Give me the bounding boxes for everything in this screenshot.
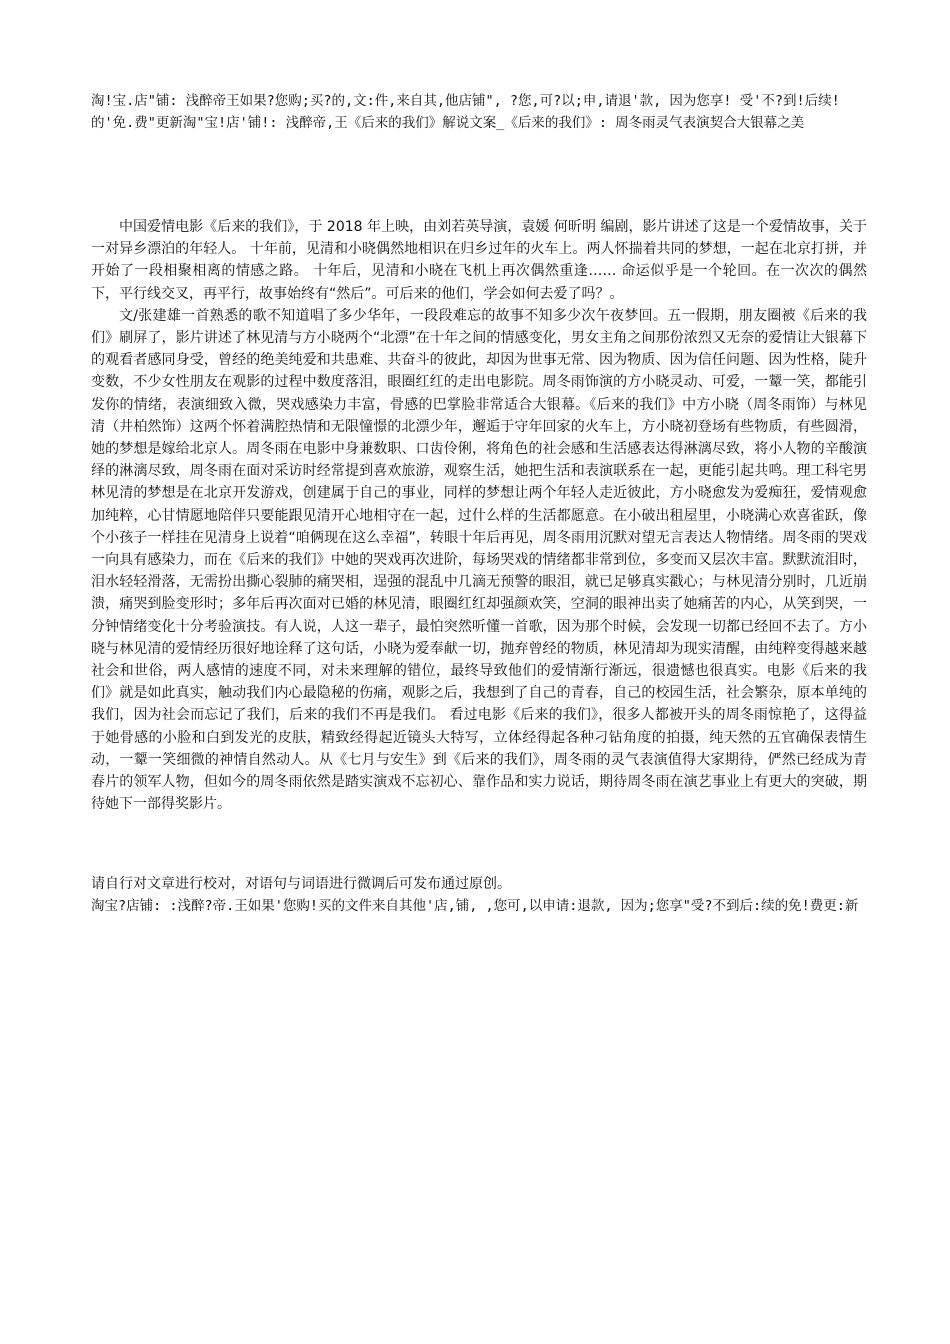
top-spacer xyxy=(91,134,867,216)
document-page xyxy=(91,90,867,917)
article-paragraph-intro: 中国爱情电影《后来的我们》，于 2018 年上映，由刘若英导演，袁媛 何昕明 编剧，影片讲述了这是一个爱情故事，关于一对异乡漂泊的年轻人。 十年前，见清和小晓偶然地相识在归乡过年的火车上。两人怀揣着共同的梦想，一起在北京打拼，并开始了一段相聚相离的情感之路。 十年后，见清和小晓在飞机上再次偶然重逢…… 命运似乎是一个轮回。在一次次的偶然下，平行线交叉，再平行，故事始终有“然后”。可后来的他们，学会如何去爱了吗？。 xyxy=(91,219,867,302)
bottom-spacer xyxy=(91,815,867,873)
proofread-note: 请自行对文章进行校对，对语句与词语进行微调后可发布通过原创。 xyxy=(91,876,511,893)
article-body xyxy=(91,216,867,815)
article-paragraph-review: 文/张建雄一首熟悉的歌不知道唱了多少华年，一段段难忘的故事不知多少次午夜梦回。五一假期，朋友圈被《后来的我们》刷屏了，影片讲述了林见清与方小晓两个“北漂”在十年之间的情感变化，男女主角之间那份浓烈又无奈的爱情让大银幕下的观看者感同身受，曾经的绝美纯爱和共患难、共奋斗的彼此，却因为世事无常、因为物质、因为信任问题、因为性格，陡升变数，不少女性朋友在观影的过程中数度落泪，眼圈红红的走出电影院。周冬雨饰演的方小晓灵动、可爱，一颦一笑，都能引发你的情绪，表演细致入微，哭戏感染力丰富，骨感的巴掌脸非常适合大银幕。《后来的我们》中方小晓（周冬雨饰）与林见清（井柏然饰）这两个怀着满腔热情和无限憧憬的北漂少年，邂逅于守年回家的火车上，方小晓初登场有些物质，有些圆滑，她的梦想是嫁给北京人。周冬雨在电影中身兼数职、口齿伶俐，将角色的社会感和生活感表达得淋漓尽致，将小人物的辛酸演绎的淋漓尽致，周冬雨在面对采访时经常提到喜欢旅游，观察生活，她把生活和表演联系在一起，更能引起共鸣。理工科宅男林见清的梦想是在北京开发游戏，创建属于自己的事业，同样的梦想让两个年轻人走近彼此，方小晓愈发为爱痴狂，爱情观愈加纯粹，心甘情愿地陪伴只要能跟见清开心地相守在一起，过什么样的生活都愿意。在小破出租屋里，小晓满心欢喜雀跃，像个小孩子一样挂在见清身上说着“咱俩现在这么幸福”，转眼十年后再见，周冬雨用沉默对望无言表达人物情绪。周冬雨的哭戏一向具有感染力，而在《后来的我们》中她的哭戏再次进阶，每场哭戏的情绪都非常到位，多变而又层次丰富。默默流泪时，泪水轻轻滑落，无需扮出撕心裂肺的痛哭相，逞强的混乱中几滴无预警的眼泪，就已足够真实戳心；与林见清分别时，几近崩溃，痛哭到脸变形时；多年后再次面对已婚的林见清，眼圈红红却强颜欢笑，空洞的眼神出卖了她痛苦的内心，从笑到哭，一分钟情绪变化十分考验演技。有人说，人这一辈子，最怕突然听懂一首歌，因为那个时候，会发现一切都已经回不去了。方小晓与林见清的爱情经历很好地诠释了这句话，小晓为爱奉献一切，抛弃曾经的物质，林见清却为现实清醒，由纯粹变得越来越社会和世俗，两人感情的速度不同，对未来理解的错位，最终导致他们的爱情渐行渐远，很遗憾也很真实。电影《后来的我们》就是如此真实，触动我们内心最隐秘的伤痛，观影之后，我想到了自己的青春，自己的校园生活，社会繁杂，原本单纯的我们，因为社会而忘记了我们，后来的我们不再是我们。 看过电影《后来的我们》，很多人都被开头的周冬雨惊艳了，这得益于她骨感的小脸和白到发光的皮肤，精致经得起近镜头大特写，立体经得起各种刁钻角度的拍摄，纯天然的五官确保表情生动，一颦一笑细微的神情自然动人。从《七月与安生》到《后来的我们》，周冬雨的灵气表演值得大家期待，俨然已经成为青春片的领军人物，但如今的周冬雨依然是踏实演戏不忘初心、靠作品和实力说话，期待周冬雨在演艺事业上有更大的突破，期待她下一部得奖影片。 xyxy=(91,307,867,813)
document-header: 淘!宝.店"铺: 浅醉帝王如果?您购;买?的,文:件,来自其,他店铺", ?您,可?以;申,请退'款, 因为您享! 受'不?到!后续!的'免.费"更新淘"宝!店'铺!: 浅醉帝,王《后来的我们》解说文案_《后来的我们》: 周冬雨灵气表演契合大银幕之美 xyxy=(91,93,840,131)
shop-notice: 淘宝?店铺: :浅醉?帝.王如果'您购!买的文件来自其他'店,铺, ,您可,以申请:退款, 因为;您享"受?不到后:续的免!费更:新 xyxy=(91,898,859,915)
